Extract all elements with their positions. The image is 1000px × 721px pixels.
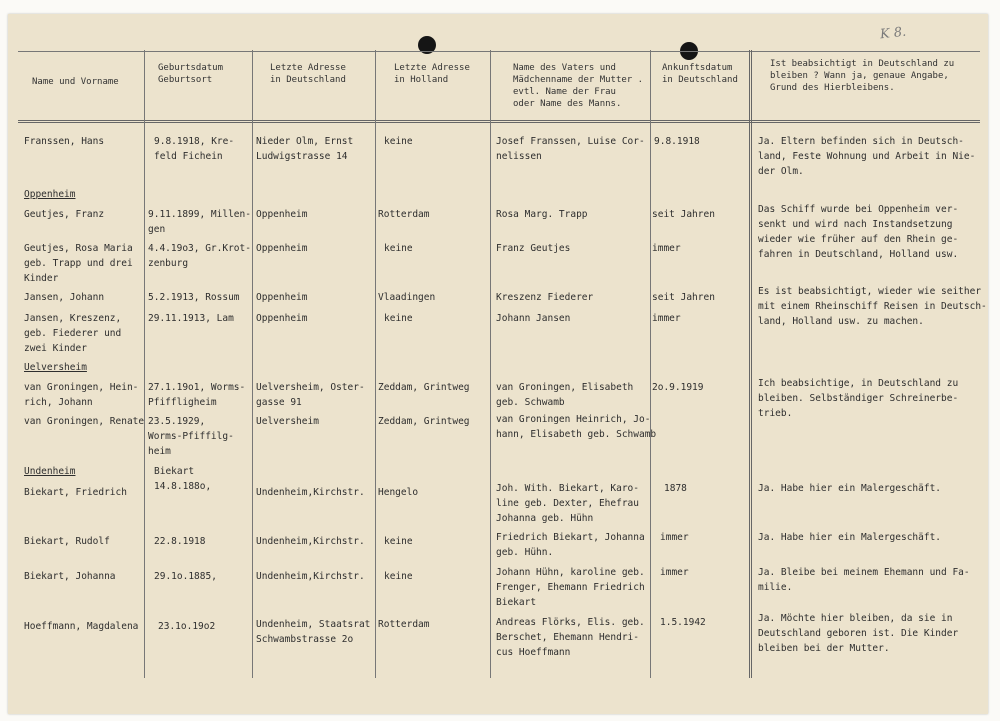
cell-birth: 23.5.1929, Worms-Pfiffilg- heim bbox=[148, 416, 234, 457]
cell-address-germany: Undenheim,Kirchstr. bbox=[256, 536, 365, 547]
cell-birth: 9.8.1918, Kre- feld Fichein bbox=[154, 136, 235, 162]
cell-parents: Friedrich Biekart, Johanna geb. Hühn. bbox=[496, 532, 645, 558]
cell-address-germany: Oppenheim bbox=[256, 209, 308, 220]
place-heading: Oppenheim bbox=[24, 189, 76, 200]
cell-arrival: immer bbox=[660, 532, 689, 543]
cell-address-holland: Rotterdam bbox=[378, 209, 430, 220]
cell-name: Geutjes, Rosa Maria geb. Trapp und drei Kinder bbox=[24, 243, 133, 284]
cell-arrival: 9.8.1918 bbox=[654, 136, 700, 147]
cell-address-holland: keine bbox=[384, 571, 413, 582]
header-bottom-rule bbox=[18, 120, 980, 123]
cell-name: Biekart, Rudolf bbox=[24, 536, 110, 547]
cell-birth: 27.1.19o1, Worms- Pfiffligheim bbox=[148, 382, 246, 408]
cell-intent: Ja. Habe hier ein Malergeschäft. bbox=[758, 483, 942, 494]
cell-parents: Rosa Marg. Trapp bbox=[496, 209, 588, 220]
column-divider bbox=[650, 50, 651, 678]
pencil-mark: K 8. bbox=[879, 24, 907, 43]
header-arrival: Ankunftsdatum in Deutschland bbox=[662, 63, 738, 85]
cell-address-germany: Oppenheim bbox=[256, 243, 308, 254]
cell-name: Jansen, Kreszenz, geb. Fiederer und zwei Kinder bbox=[24, 313, 122, 354]
cell-arrival: 1878 bbox=[664, 483, 687, 494]
header-birth: Geburtsdatum Geburtsort bbox=[158, 63, 224, 85]
cell-address-germany: Uelversheim bbox=[256, 416, 319, 427]
cell-name: Biekart, Friedrich bbox=[24, 487, 127, 498]
cell-name: Biekart, Johanna bbox=[24, 571, 116, 582]
cell-address-holland: Vlaadingen bbox=[378, 292, 436, 303]
cell-address-holland: Rotterdam bbox=[378, 619, 430, 630]
header-address-holland: Letzte Adresse in Holland bbox=[394, 63, 470, 85]
cell-address-holland: Zeddam, Grintweg bbox=[378, 416, 470, 427]
cell-address-holland: keine bbox=[384, 313, 413, 324]
cell-parents: Joh. With. Biekart, Karo- line geb. Dexter, Ehefrau Johanna geb. Hühn bbox=[496, 483, 639, 524]
cell-parents: Johann Hühn, karoline geb. Frenger, Ehemann Friedrich Biekart bbox=[496, 567, 645, 608]
header-address-germany: Letzte Adresse in Deutschland bbox=[270, 63, 346, 85]
column-divider bbox=[252, 50, 253, 678]
cell-birth: 5.2.1913, Rossum bbox=[148, 292, 240, 303]
column-divider bbox=[490, 50, 491, 678]
header-parents: Name des Vaters und Mädchenname der Mutter . evtl. Name der Frau oder Name des Manns. bbox=[513, 63, 644, 109]
cell-address-holland: Zeddam, Grintweg bbox=[378, 382, 470, 393]
cell-intent: Es ist beabsichtigt, wieder wie seither mit einem Rheinschiff Reisen in Deutsch- land, Holland usw. zu machen. bbox=[758, 286, 987, 327]
header-top-rule bbox=[18, 51, 980, 52]
cell-birth: 9.11.1899, Millen- gen bbox=[148, 209, 251, 235]
cell-name: Geutjes, Franz bbox=[24, 209, 105, 220]
cell-intent: Ich beabsichtige, in Deutschland zu bleiben. Selbständiger Schreinerbe- trieb. bbox=[758, 378, 959, 419]
cell-name: Franssen, Hans bbox=[24, 136, 105, 147]
cell-birth: 29.1o.1885, bbox=[154, 571, 217, 582]
cell-address-germany: Uelversheim, Oster- gasse 91 bbox=[256, 382, 365, 408]
cell-address-germany: Oppenheim bbox=[256, 292, 308, 303]
cell-arrival: immer bbox=[660, 567, 689, 578]
cell-address-holland: Hengelo bbox=[378, 487, 419, 498]
cell-address-germany: Nieder Olm, Ernst Ludwigstrasse 14 bbox=[256, 136, 354, 162]
cell-arrival: immer bbox=[652, 243, 681, 254]
cell-birth: Biekart 14.8.188o, bbox=[154, 466, 212, 492]
cell-intent: Ja. Eltern befinden sich in Deutsch- land, Feste Wohnung und Arbeit in Nie- der Olm. bbox=[758, 136, 976, 177]
cell-birth: 22.8.1918 bbox=[154, 536, 206, 547]
cell-name: van Groningen, Hein- rich, Johann bbox=[24, 382, 139, 408]
cell-address-holland: keine bbox=[384, 536, 413, 547]
cell-parents: van Groningen Heinrich, Jo- hann, Elisabeth geb. Schwamb bbox=[496, 414, 657, 440]
cell-intent: Ja. Habe hier ein Malergeschäft. bbox=[758, 532, 942, 543]
cell-arrival: immer bbox=[652, 313, 681, 324]
header-name: Name und Vorname bbox=[32, 77, 119, 87]
cell-name: Jansen, Johann bbox=[24, 292, 105, 303]
cell-name: van Groningen, Renate bbox=[24, 416, 145, 427]
cell-name: Hoeffmann, Magdalena bbox=[24, 621, 139, 632]
cell-address-germany: Undenheim,Kirchstr. bbox=[256, 571, 365, 582]
column-divider bbox=[375, 50, 376, 678]
cell-arrival: 1.5.1942 bbox=[660, 617, 706, 628]
place-heading: Uelversheim bbox=[24, 362, 87, 373]
header-intent: Ist beabsichtigt in Deutschland zu bleiben ? Wann ja, genaue Angabe, Grund des Hierbleibens. bbox=[770, 59, 955, 93]
cell-parents: Franz Geutjes bbox=[496, 243, 571, 254]
column-divider bbox=[749, 50, 752, 678]
cell-address-germany: Undenheim,Kirchstr. bbox=[256, 487, 365, 498]
cell-birth: 23.1o.19o2 bbox=[158, 621, 216, 632]
cell-parents: Kreszenz Fiederer bbox=[496, 292, 594, 303]
cell-intent: Ja. Bleibe bei meinem Ehemann und Fa- milie. bbox=[758, 567, 970, 593]
cell-arrival: 2o.9.1919 bbox=[652, 382, 704, 393]
place-heading: Undenheim bbox=[24, 466, 76, 477]
cell-address-holland: keine bbox=[384, 136, 413, 147]
cell-parents: Josef Franssen, Luise Cor- nelissen bbox=[496, 136, 645, 162]
column-divider bbox=[144, 50, 145, 678]
cell-arrival: seit Jahren bbox=[652, 292, 715, 303]
cell-intent: Das Schiff wurde bei Oppenheim ver- senkt und wird nach Instandsetzung wieder wie früher auf den Rhein ge- fahren in Deutschland, Holland usw. bbox=[758, 204, 959, 260]
cell-birth: 4.4.19o3, Gr.Krot- zenburg bbox=[148, 243, 251, 269]
document-page bbox=[8, 14, 988, 714]
cell-address-holland: keine bbox=[384, 243, 413, 254]
cell-parents: van Groningen, Elisabeth geb. Schwamb bbox=[496, 382, 634, 408]
cell-address-germany: Undenheim, Staatsrat Schwambstrasse 2o bbox=[256, 619, 371, 645]
cell-arrival: seit Jahren bbox=[652, 209, 715, 220]
cell-address-germany: Oppenheim bbox=[256, 313, 308, 324]
cell-parents: Johann Jansen bbox=[496, 313, 571, 324]
cell-intent: Ja. Möchte hier bleiben, da sie in Deutschland geboren ist. Die Kinder bleiben bei der Mutter. bbox=[758, 613, 959, 654]
cell-parents: Andreas Flörks, Elis. geb. Berschet, Ehemann Hendri- cus Hoeffmann bbox=[496, 617, 645, 658]
cell-birth: 29.11.1913, Lam bbox=[148, 313, 234, 324]
